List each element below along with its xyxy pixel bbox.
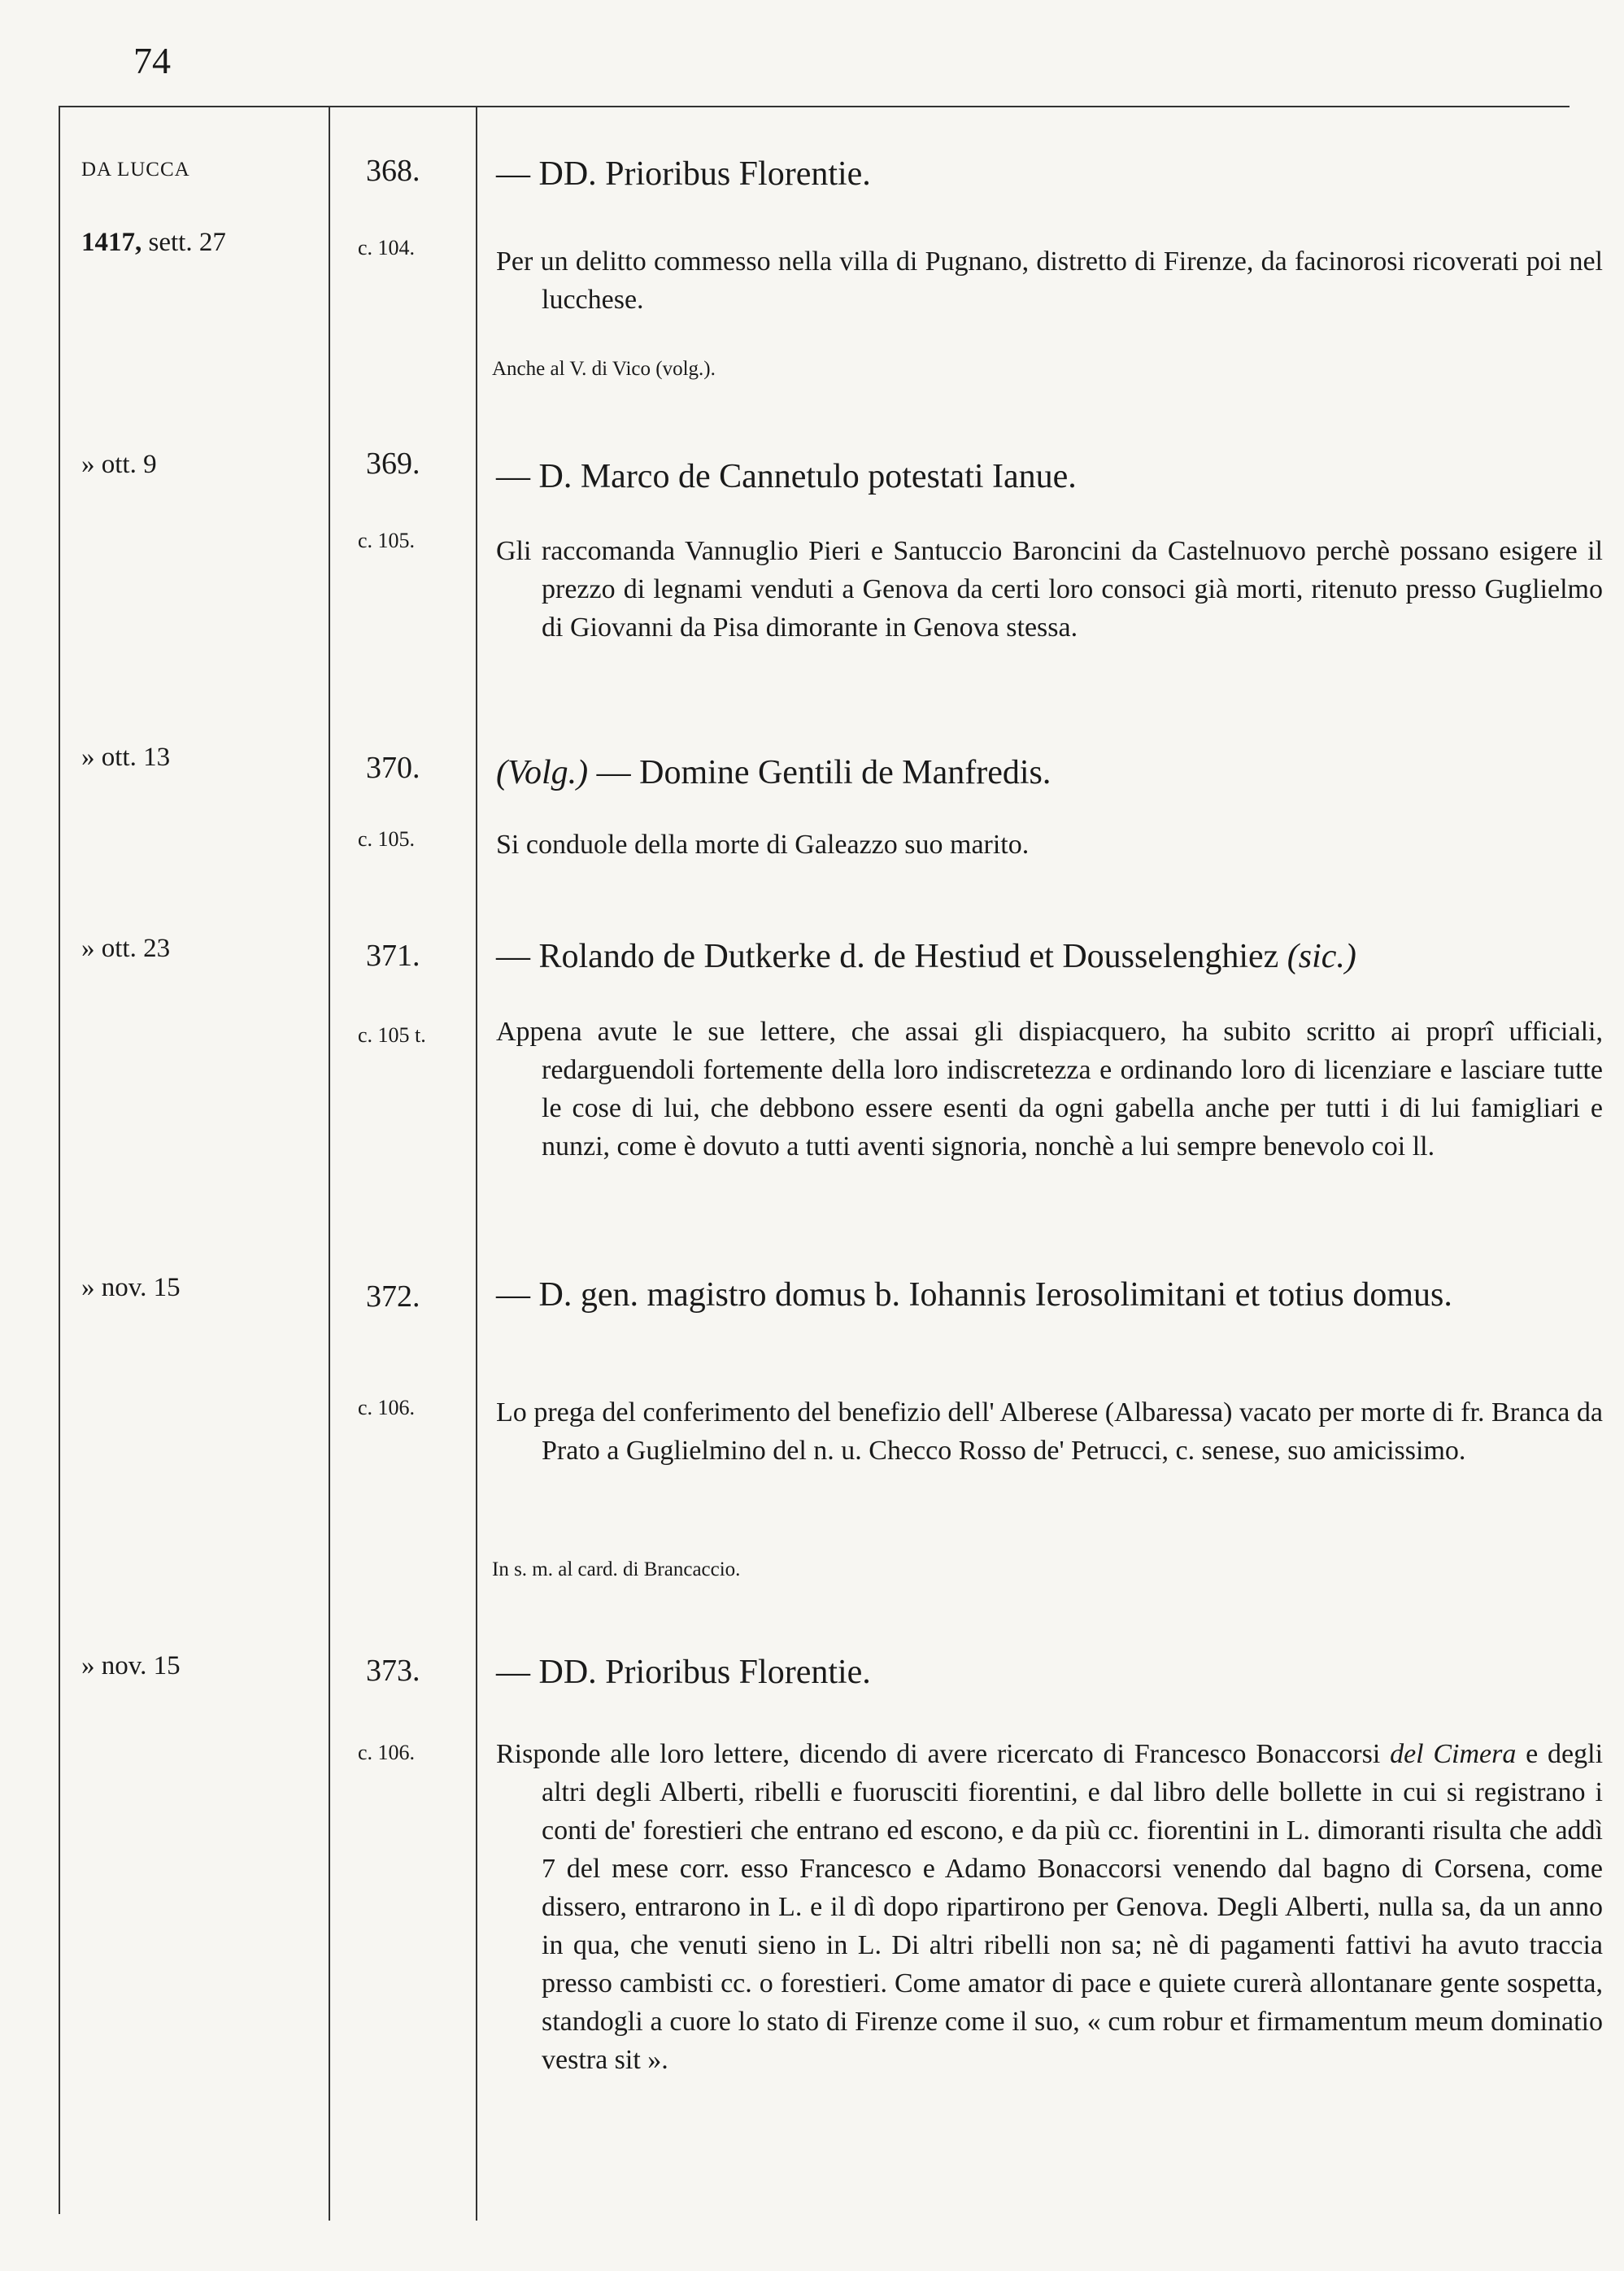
- entry-addressee: (Volg.) — Domine Gentili de Manfredis.: [496, 754, 1051, 791]
- entry-carta: c. 105.: [358, 827, 416, 851]
- entry-number: 372.: [366, 1279, 420, 1314]
- entry-carta: c. 104.: [358, 236, 416, 259]
- entry-number: 369.: [366, 447, 420, 481]
- column-rule-date: [329, 106, 330, 2221]
- entry-carta: c. 105.: [358, 529, 416, 552]
- entry-number: 373.: [366, 1654, 420, 1688]
- column-rule-left: [59, 106, 60, 2214]
- top-rule: [59, 106, 1570, 107]
- entry-date: » nov. 15: [81, 1651, 181, 1680]
- entry-number: 371.: [366, 939, 420, 973]
- entry-date: » ott. 23: [81, 934, 171, 963]
- entry-summary: Si conduole della morte di Galeazzo suo marito.: [496, 830, 1030, 860]
- entry-addressee: — D. gen. magistro domus b. Iohannis Ierosolimitani et totius domus.: [496, 1276, 1452, 1314]
- entry-addressee: — D. Marco de Cannetulo potestati Ianue.: [496, 458, 1077, 495]
- entry-addressee: — DD. Prioribus Florentie.: [496, 155, 871, 193]
- entry-date: » ott. 13: [81, 743, 171, 772]
- entry-note: In s. m. al card. di Brancaccio.: [492, 1558, 741, 1580]
- entry-summary: Lo prega del conferimento del benefizio dell' Alberese (Albaressa) vacato per morte di fr. Branca da Prato a Guglielmino del n. u. Checco Rosso de' Petrucci, c. senese, suo amicissimo.: [496, 1397, 1603, 1466]
- entry-carta: c. 105 t.: [358, 1023, 426, 1047]
- entry-carta: c. 106.: [358, 1741, 416, 1764]
- entry-date: 1417, sett. 27: [81, 228, 226, 257]
- entry-number: 370.: [366, 751, 420, 785]
- entry-number: 368.: [366, 154, 420, 188]
- entry-summary: Per un delitto commesso nella villa di Pugnano, distretto di Firenze, da facinorosi ricoverati poi nel lucchese.: [496, 246, 1603, 315]
- entry-addressee: — DD. Prioribus Florentie.: [496, 1654, 871, 1691]
- entry-summary: Risponde alle loro lettere, dicendo di avere ricercato di Francesco Bonaccorsi del Cimera e degli altri degli Alberti, ribelli e fuorusciti fiorentini, e dal libro delle bollette in cui si registrano i conti de' forestieri che entrano ed escono, e da più cc. fiorentini in L. dimoranti risulta che addì 7 del mese corr. esso Francesco e Adamo Bonaccorsi venendo dal bagno di Corsena, come dissero, entrarono in L. e il dì dopo ripartirono per Genova. Degli Alberti, nulla sa, da un anno in qua, che venuti sieno in L. Di altri ribelli non sa; nè di pagamenti fattivi ha avuto traccia presso cambisti cc. o forestieri. Come amator di pace e quiete curerà allontanare gente sospetta, standogli a cuore lo stato di Firenze come il suo, « cum robur et firmamentum meum dominatio vestra sit ».: [496, 1739, 1604, 2075]
- page-number: 74: [133, 40, 171, 81]
- entry-date: » nov. 15: [81, 1273, 181, 1302]
- sender-heading: DA LUCCA: [81, 159, 190, 181]
- column-rule-number: [476, 106, 477, 2221]
- entry-summary: Gli raccomanda Vannuglio Pieri e Santuccio Baroncini da Castelnuovo perchè possano esigere il prezzo di legnami venduti a Genova da certi loro consoci già morti, ritenuto presso Guglielmo di Giovanni da Pisa dimorante in Genova stessa.: [496, 536, 1603, 643]
- entry-note: Anche al V. di Vico (volg.).: [492, 358, 716, 380]
- entry-date: » ott. 9: [81, 450, 157, 479]
- entry-addressee: — Rolando de Dutkerke d. de Hestiud et Dousselenghiez (sic.): [496, 938, 1356, 975]
- entry-summary: Appena avute le sue lettere, che assai gli dispiacquero, ha subito scritto ai proprî ufficiali, redarguendoli fortemente della loro indiscretezza e ordinando loro di licenziare e lasciare tutte le cose di lui, che debbono essere esenti da ogni gabella anche per tutti i di lui famigliari e nunzi, come è dovuto a tutti aventi signoria, nonchè a lui sempre benevolo coi ll.: [496, 1017, 1603, 1162]
- entry-carta: c. 106.: [358, 1396, 416, 1419]
